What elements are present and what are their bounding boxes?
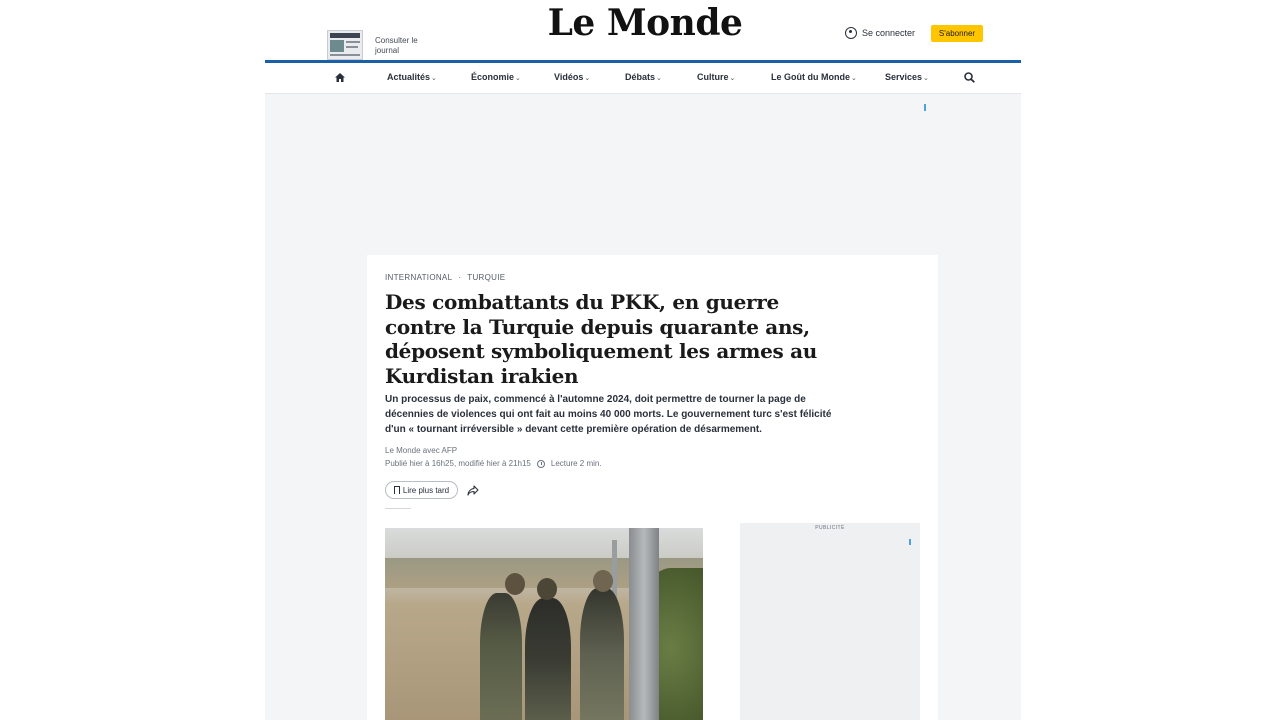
ad-label: PUBLICITÉ	[815, 525, 845, 531]
article-meta	[385, 459, 602, 468]
ad-sidebar[interactable]	[740, 523, 920, 720]
thumb-masthead	[330, 33, 360, 38]
share-icon[interactable]	[467, 485, 479, 496]
article-byline: Le Monde avec AFP	[385, 446, 458, 455]
thumb-line	[346, 41, 360, 43]
login-link[interactable]	[845, 25, 915, 41]
nav-item-actualites[interactable]	[387, 72, 437, 82]
chevron-down-icon: ⌄	[515, 75, 521, 82]
breadcrumb-separator: ·	[458, 273, 462, 282]
user-icon	[845, 27, 857, 39]
journal-thumbnail[interactable]	[327, 30, 363, 60]
thumb-photo	[330, 40, 344, 52]
chevron-down-icon: ⌄	[851, 75, 857, 82]
photo-figure	[580, 588, 624, 720]
nav-item-label: Actualités	[387, 72, 431, 82]
nav-item-gout-du-monde[interactable]	[771, 72, 857, 82]
site-logo[interactable]: Le Monde	[547, 2, 743, 44]
ad-info-icon[interactable]	[924, 104, 926, 111]
chevron-down-icon: ⌄	[431, 75, 437, 82]
nav-item-label: Économie	[471, 72, 515, 82]
login-label: Se connecter	[862, 28, 916, 38]
clock-icon	[537, 460, 545, 468]
article-standfirst: Un processus de paix, commencé à l'automne 2024, doit permettre de tourner la page de décennies de violences qui ont fait au moins 40 000 morts. Le gouvernement turc s'est félicité d'un « tournant irréversible » devant cette première opération de désarmement.	[385, 394, 832, 435]
bookmark-icon	[394, 486, 400, 494]
breadcrumb-subsection[interactable]: TURQUIE	[467, 273, 506, 282]
chevron-down-icon: ⌄	[923, 75, 929, 82]
section-divider	[385, 508, 411, 509]
nav-item-label: Débats	[625, 72, 656, 82]
thumb-line	[346, 46, 358, 48]
chevron-down-icon: ⌄	[656, 75, 662, 82]
photo-figure	[525, 598, 571, 720]
nav-item-label: Vidéos	[554, 72, 584, 82]
photo-figure-head	[537, 578, 557, 600]
nav-item-services[interactable]	[885, 72, 929, 82]
consulter-journal-link[interactable]: Consulter le journal	[375, 36, 418, 55]
photo-figure	[480, 593, 522, 720]
publication-date: Publié hier à 16h25, modifié hier à 21h15	[385, 459, 531, 468]
chevron-down-icon: ⌄	[729, 75, 736, 82]
chevron-down-icon: ⌄	[584, 75, 591, 82]
article-photo[interactable]	[385, 528, 703, 720]
breadcrumb	[385, 273, 505, 282]
thumb-line	[330, 54, 360, 56]
main-nav	[265, 63, 1021, 94]
read-later-button[interactable]	[385, 481, 458, 499]
photo-figure-head	[505, 573, 525, 595]
breadcrumb-section[interactable]: INTERNATIONAL	[385, 273, 453, 282]
nav-item-label: Culture	[697, 72, 729, 82]
nav-item-culture[interactable]	[697, 72, 735, 82]
nav-item-label: Services	[885, 72, 923, 82]
home-icon[interactable]	[335, 73, 345, 82]
nav-item-debats[interactable]	[625, 72, 662, 82]
photo-figure-head	[593, 570, 613, 592]
photo-pole	[629, 528, 659, 720]
site-header	[265, 0, 1021, 61]
nav-item-videos[interactable]	[554, 72, 590, 82]
search-icon[interactable]	[964, 72, 975, 83]
ad-info-icon[interactable]	[909, 539, 911, 545]
nav-item-economie[interactable]	[471, 72, 521, 82]
article-headline: Des combattants du PKK, en guerre contre la Turquie depuis quarante ans, déposent symboliquement les armes au Kurdistan irakien	[385, 290, 818, 388]
subscribe-button[interactable]: S'abonner	[931, 25, 983, 42]
page-container	[265, 0, 1021, 720]
reading-time: Lecture 2 min.	[550, 459, 602, 468]
read-later-label: Lire plus tard	[402, 485, 450, 495]
nav-item-label: Le Goût du Monde	[771, 72, 850, 82]
